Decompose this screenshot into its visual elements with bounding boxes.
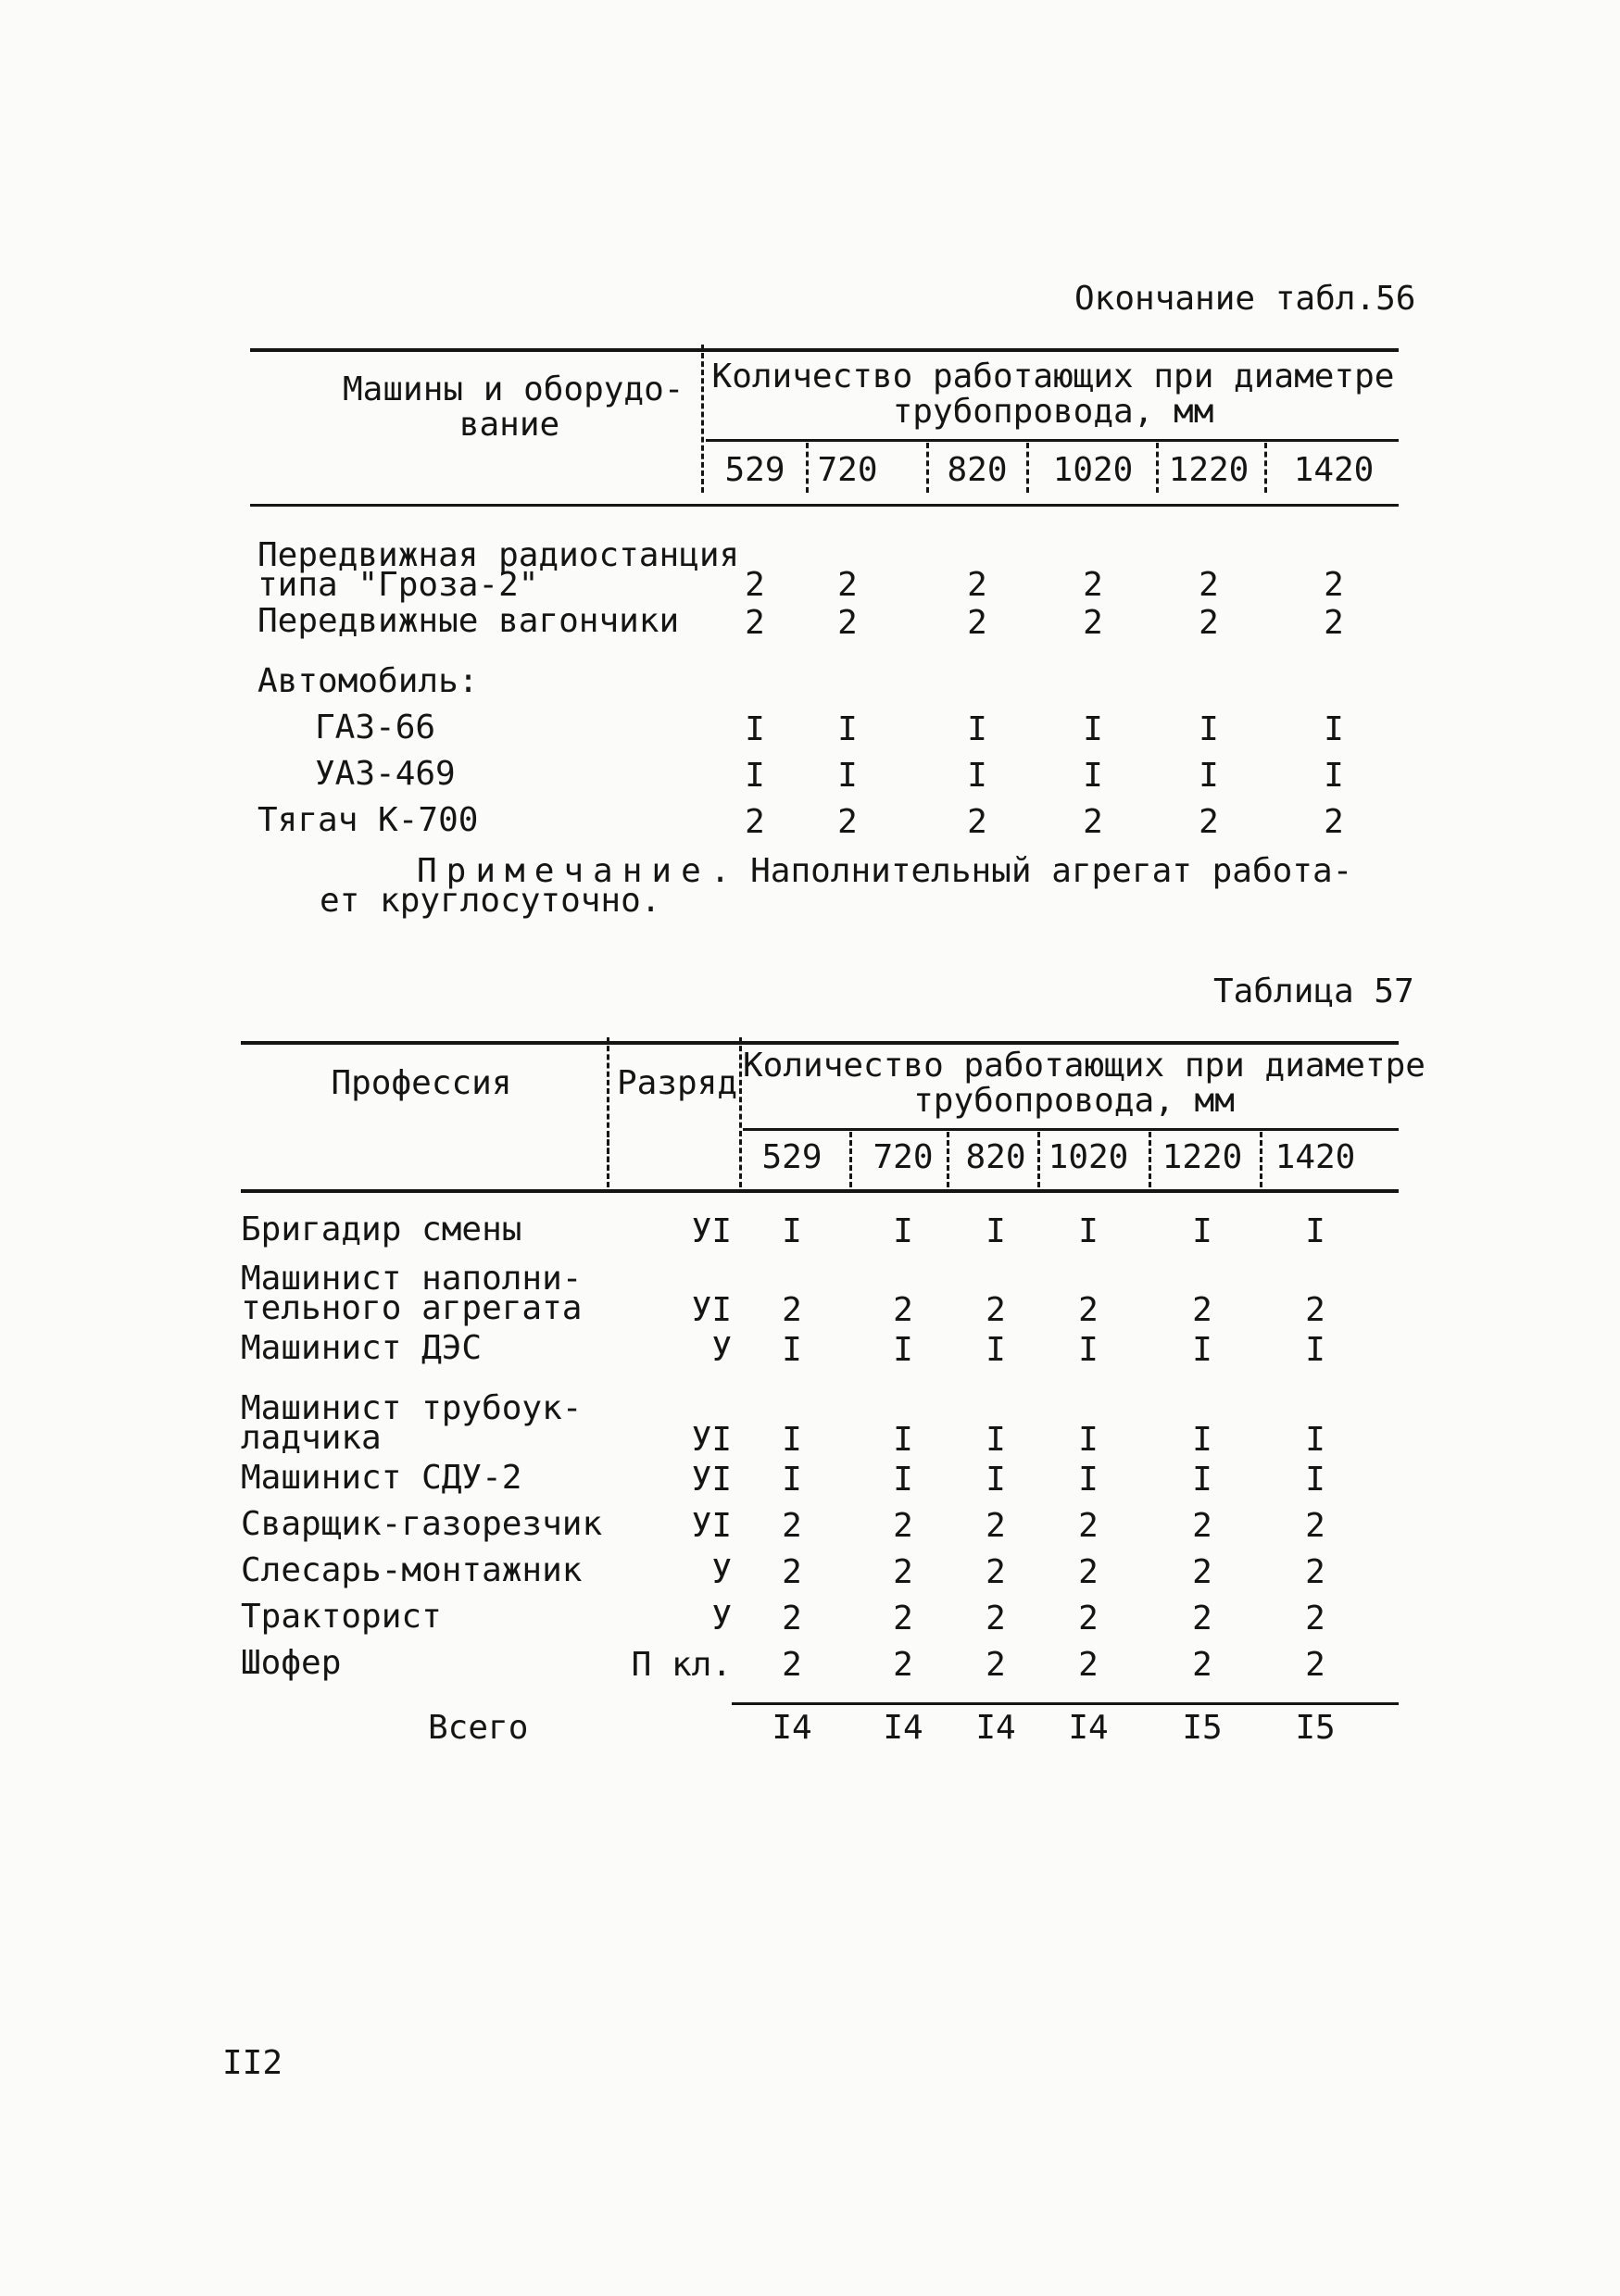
- table1-group-header-line: трубопровода, мм: [892, 392, 1214, 431]
- table2-cell: 2: [986, 1553, 1006, 1591]
- table2-diameter: 720: [873, 1138, 934, 1176]
- table2-grade: У: [711, 1331, 732, 1369]
- table2-cell: I: [893, 1461, 913, 1499]
- table2-row-name-line: тельного агрегата: [241, 1289, 583, 1328]
- table2-grade: П кл.: [631, 1646, 732, 1684]
- page-number: II2: [222, 2044, 283, 2082]
- table1-row-name: [257, 602, 680, 640]
- table2-diameter-divider: [947, 1132, 949, 1187]
- table2-cell: I: [782, 1212, 802, 1250]
- table2-cell: I: [1078, 1461, 1099, 1499]
- table2-diameter-divider: [849, 1132, 852, 1187]
- table2-col2-header: Разряд: [617, 1064, 738, 1102]
- table1-row-name-line: Передвижная радиостанция: [257, 536, 740, 574]
- table2-diameter: 529: [761, 1138, 823, 1176]
- table1-col1-header: [343, 370, 684, 444]
- table2-row-name-line: Сварщик-газорезчик: [241, 1505, 603, 1543]
- table1-subheader-rule: [706, 439, 1399, 442]
- table1-cell: 2: [967, 604, 987, 642]
- table2-cell: I: [782, 1421, 802, 1459]
- table1-cell: 2: [1199, 803, 1219, 841]
- table1-cell: 2: [1324, 803, 1344, 841]
- table2-row-name-line: Бригадир смены: [241, 1211, 522, 1248]
- table2-diameter-divider: [607, 1132, 609, 1187]
- table2-cell: 2: [1305, 1553, 1325, 1591]
- table2-total-cell: I4: [975, 1709, 1016, 1747]
- table1-row-name: [315, 755, 456, 793]
- table2-cell: I: [782, 1461, 802, 1499]
- table2-grade: УI: [691, 1461, 732, 1499]
- table2-cell: I: [1305, 1331, 1325, 1369]
- table2-cell: 2: [1192, 1646, 1212, 1684]
- table2-cell: 2: [782, 1600, 802, 1637]
- table2-row-name-line: Машинист наполни-: [241, 1260, 583, 1298]
- table1-row-name: [315, 709, 436, 747]
- table1-diameter: 1220: [1168, 451, 1250, 489]
- table2-cell: 2: [893, 1646, 913, 1684]
- table2-row-name: [241, 1644, 342, 1682]
- table1-cell: I: [967, 757, 987, 795]
- table2-cell: 2: [893, 1507, 913, 1545]
- table1-cell: 2: [745, 566, 765, 604]
- table2-diameter: 1220: [1162, 1138, 1243, 1176]
- table1-diameter: 820: [947, 451, 1008, 489]
- table2-cell: 2: [1078, 1646, 1099, 1684]
- table1-cell: 2: [967, 566, 987, 604]
- table2-diameter-divider: [1260, 1132, 1262, 1187]
- table1-row-name-line: ГАЗ-66: [315, 709, 436, 747]
- table2-cell: 2: [1305, 1291, 1325, 1329]
- table1-cell: I: [1199, 757, 1219, 795]
- table1-cell: I: [1324, 710, 1344, 748]
- table2-total-cell: I4: [1068, 1709, 1109, 1747]
- table2-cell: I: [986, 1212, 1006, 1250]
- table1-diameter: 1020: [1052, 451, 1134, 489]
- table2-total-cell: I4: [883, 1709, 923, 1747]
- table1-cell: I: [1083, 710, 1103, 748]
- table2-cell: 2: [1192, 1291, 1212, 1329]
- table1-note-line2: ет круглосуточно.: [320, 882, 661, 920]
- table2-top-rule: [241, 1041, 1399, 1045]
- table2-cell: I: [1192, 1212, 1212, 1250]
- table1-cell: 2: [1083, 566, 1103, 604]
- table2-row-name: [241, 1598, 442, 1636]
- table1-cell: 2: [1199, 604, 1219, 642]
- table2-total-cell: I4: [772, 1709, 812, 1747]
- table2-grade: УI: [691, 1421, 732, 1459]
- table1-cell: 2: [837, 604, 858, 642]
- table2-row-name: [241, 1211, 522, 1248]
- table1-row-name: [257, 662, 479, 700]
- table2-cell: 2: [1078, 1507, 1099, 1545]
- table2-row-name: [241, 1329, 483, 1367]
- table2-cell: 2: [782, 1291, 802, 1329]
- table1-diameter-divider: [1026, 443, 1029, 493]
- table2-grade: УI: [691, 1212, 732, 1250]
- table2-cell: 2: [986, 1507, 1006, 1545]
- table2-row-name: [241, 1389, 583, 1458]
- table1-cell: I: [837, 710, 858, 748]
- table2-cell: 2: [1305, 1646, 1325, 1684]
- table2-cell: I: [782, 1331, 802, 1369]
- table1-cell: 2: [745, 604, 765, 642]
- table1-diameter: 1420: [1293, 451, 1375, 489]
- note-label: Примечание: [417, 852, 710, 890]
- table2-row-name-line: Машинист трубоук-: [241, 1389, 583, 1427]
- table2-cell: 2: [1192, 1553, 1212, 1591]
- table2-cell: I: [1305, 1461, 1325, 1499]
- table1-caption: Окончание табл.56: [1074, 280, 1416, 318]
- table2-cell: 2: [1078, 1600, 1099, 1637]
- note-text: . Наполнительный агрегат работа-: [710, 852, 1353, 890]
- table1-row-name-line: Тягач К-700: [257, 801, 479, 839]
- table2-cell: I: [1078, 1212, 1099, 1250]
- table2-diameter: 820: [965, 1138, 1026, 1176]
- table2-cell: I: [1192, 1331, 1212, 1369]
- table2-row-name-line: Машинист СДУ-2: [241, 1459, 522, 1497]
- table2-cell: 2: [782, 1646, 802, 1684]
- table2-cell: I: [893, 1331, 913, 1369]
- table2-cell: 2: [1305, 1600, 1325, 1637]
- table1-group-header-line: Количество работающих при диаметре: [711, 358, 1395, 395]
- table2-grade: У: [711, 1553, 732, 1591]
- table1-row-name-line: Передвижные вагончики: [257, 602, 680, 640]
- table1-col1-header-line: вание: [458, 405, 560, 444]
- table1-diameter: 529: [724, 451, 785, 489]
- table2-cell: I: [893, 1212, 913, 1250]
- table2-subheader-rule: [743, 1128, 1399, 1131]
- table2-row-name-line: ладчика: [241, 1419, 382, 1458]
- table1-cell: 2: [1083, 803, 1103, 841]
- table1-top-rule: [250, 348, 1399, 352]
- table2-cell: 2: [782, 1507, 802, 1545]
- table2-cell: 2: [893, 1600, 913, 1637]
- table2-cell: I: [1192, 1461, 1212, 1499]
- table2-cell: I: [986, 1421, 1006, 1459]
- table2-diameter: 1020: [1048, 1138, 1129, 1176]
- table1-cell: 2: [967, 803, 987, 841]
- table1-cell: 2: [837, 803, 858, 841]
- table2-cell: 2: [986, 1291, 1006, 1329]
- table2-cell: 2: [986, 1600, 1006, 1637]
- table2-cell: 2: [1192, 1507, 1212, 1545]
- table2-cell: 2: [986, 1646, 1006, 1684]
- table2-col1-header: Профессия: [331, 1064, 512, 1102]
- table1-row-name-line: Автомобиль:: [257, 662, 479, 700]
- table1-diameter-divider: [1156, 443, 1159, 493]
- table2-cell: I: [1192, 1421, 1212, 1459]
- table2-row-name-line: Тракторист: [241, 1598, 442, 1636]
- table1-row-name-line: типа "Гроза-2": [257, 566, 539, 605]
- table1-cell: 2: [1324, 566, 1344, 604]
- table2-group-header: [743, 1047, 1425, 1120]
- table1-cell: 2: [1199, 566, 1219, 604]
- table2-group-header-line: Количество работающих при диаметре: [743, 1047, 1425, 1085]
- table1-row-name: [257, 801, 479, 839]
- table2-row-name: [241, 1459, 522, 1497]
- table2-cell: 2: [1305, 1507, 1325, 1545]
- table1-cell: 2: [837, 566, 858, 604]
- table2-cell: 2: [1078, 1291, 1099, 1329]
- table2-cell: I: [1078, 1331, 1099, 1369]
- table2-row-name: [241, 1551, 583, 1589]
- table1-diameter: 720: [817, 451, 878, 489]
- table2-grade: У: [711, 1600, 732, 1637]
- table1-diameter-divider: [806, 443, 809, 493]
- table2-diameter: 1420: [1275, 1138, 1356, 1176]
- table2-cell: 2: [893, 1291, 913, 1329]
- table2-diameter-divider: [1037, 1132, 1040, 1187]
- table2-row-name-line: Шофер: [241, 1644, 342, 1682]
- table2-grade: УI: [691, 1507, 732, 1545]
- table2-total-rule: [732, 1702, 1399, 1705]
- table2-cell: I: [1078, 1421, 1099, 1459]
- table2-cell: I: [986, 1331, 1006, 1369]
- table1-cell: I: [1083, 757, 1103, 795]
- table2-caption: Таблица 57: [1213, 972, 1414, 1010]
- table2-total-cell: I5: [1182, 1709, 1223, 1747]
- table1-diameter-divider: [1264, 443, 1267, 493]
- table2-cell: I: [986, 1461, 1006, 1499]
- table2-row-name: [241, 1260, 583, 1328]
- table1-header-bottom-rule: [250, 504, 1399, 507]
- table1-row-name-line: УАЗ-469: [315, 755, 456, 793]
- table2-cell: I: [893, 1421, 913, 1459]
- table1-cell: I: [1199, 710, 1219, 748]
- table1-cell: 2: [1083, 604, 1103, 642]
- table2-total-label: Всего: [428, 1709, 529, 1747]
- table2-cell: 2: [1078, 1553, 1099, 1591]
- table1-cell: 2: [745, 803, 765, 841]
- table2-total-cell: I5: [1295, 1709, 1336, 1747]
- table1-cell: I: [745, 710, 765, 748]
- table2-cell: 2: [893, 1553, 913, 1591]
- table2-row-name-line: Слесарь-монтажник: [241, 1551, 583, 1589]
- table1-cell: I: [967, 710, 987, 748]
- table2-cell: I: [1305, 1421, 1325, 1459]
- table2-header-bottom-rule: [241, 1189, 1399, 1193]
- table1-cell: 2: [1324, 604, 1344, 642]
- table2-diameter-divider: [1149, 1132, 1151, 1187]
- table2-cell: 2: [782, 1553, 802, 1591]
- table1-col1-header-line: Машины и оборудо-: [343, 370, 684, 408]
- table1-cell: I: [837, 757, 858, 795]
- table1-cell: I: [745, 757, 765, 795]
- table2-grade: УI: [691, 1291, 732, 1329]
- table1-diameter-divider: [926, 443, 929, 493]
- table2-cell: I: [1305, 1212, 1325, 1250]
- table1-cell: I: [1324, 757, 1344, 795]
- table1-group-header: [706, 359, 1400, 430]
- table2-group-header-line: трубопровода, мм: [913, 1081, 1235, 1120]
- table2-cell: 2: [1192, 1600, 1212, 1637]
- table1-row-name: [257, 536, 740, 605]
- table2-row-name-line: Машинист ДЭС: [241, 1329, 483, 1367]
- table2-row-name: [241, 1505, 603, 1543]
